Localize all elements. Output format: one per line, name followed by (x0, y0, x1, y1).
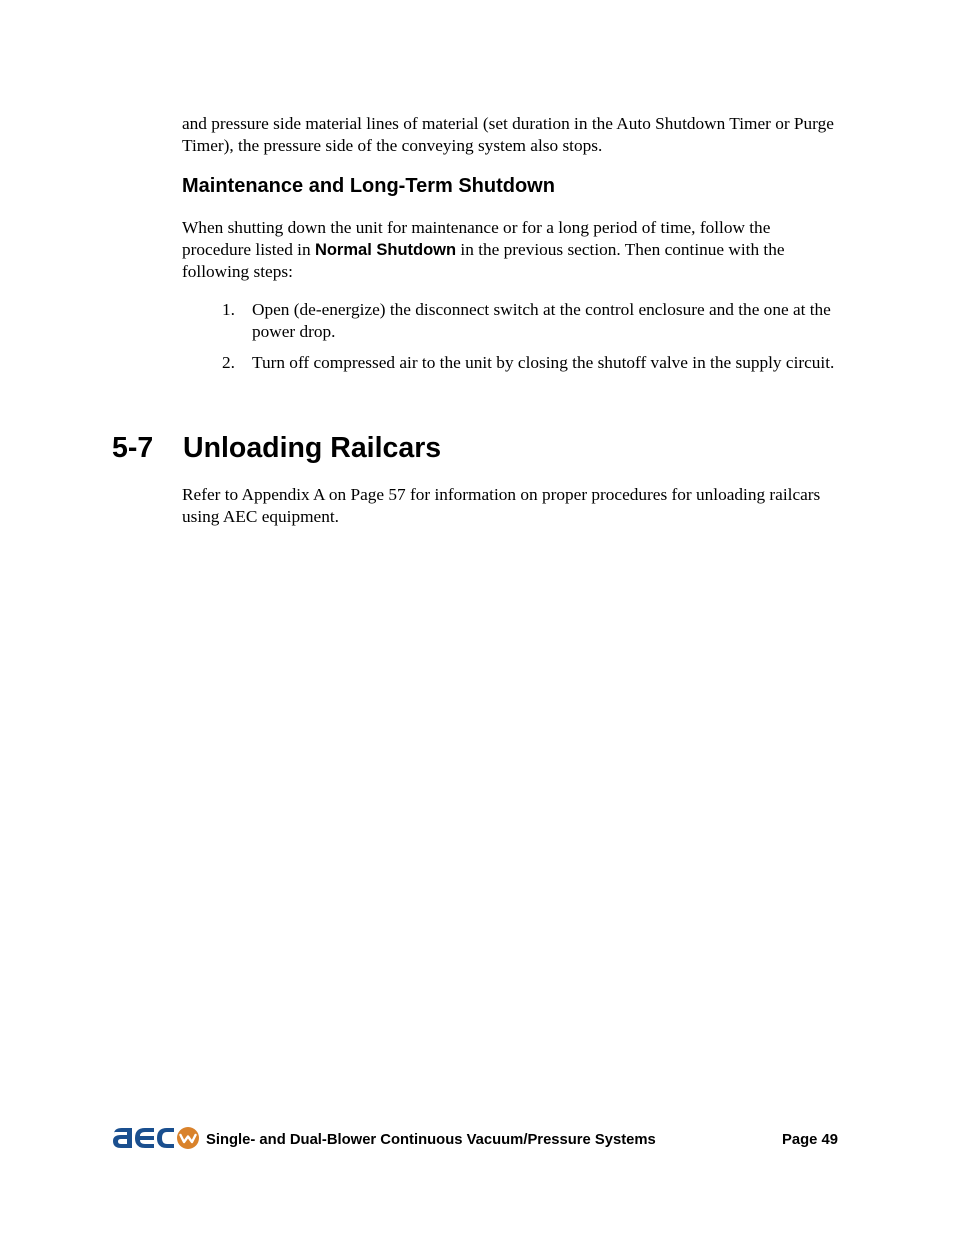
list-item (222, 299, 872, 342)
maintenance-heading: Maintenance and Long-Term Shutdown (182, 175, 555, 197)
footer-title: Single- and Dual-Blower Continuous Vacuum/Pressure Systems (206, 1132, 656, 1148)
list-item-text: Open (de-energize) the disconnect switch at the control enclosure and the one at the power drop. (252, 300, 831, 341)
maintenance-paragraph (182, 217, 842, 283)
maintenance-paragraph-start: When shutting down the unit for maintenance or for a long period of time, follow the procedure listed in (182, 218, 771, 259)
list-item-number: 2. (222, 353, 235, 372)
intro-paragraph: and pressure side material lines of material (set duration in the Auto Shutdown Timer or Purge Timer), the pressure side of the conveying system also stops. (182, 114, 834, 155)
railcars-paragraph: Refer to Appendix A on Page 57 for information on proper procedures for unloading railcars using AEC equipment. (182, 485, 821, 526)
list-item-number: 1. (222, 300, 235, 319)
page-number: Page 49 (782, 1132, 838, 1148)
list-item (222, 352, 872, 374)
aec-logo (112, 1122, 202, 1152)
section-heading (112, 430, 441, 466)
list-item-text: Turn off compressed air to the unit by closing the shutoff valve in the supply circuit. (252, 353, 835, 372)
normal-shutdown-reference: Normal Shutdown (314, 240, 457, 259)
maintenance-paragraph-end: in the previous section. Then continue with the following steps: (182, 239, 785, 281)
section-number: 5-7 (112, 432, 154, 464)
section-title: Unloading Railcars (183, 432, 442, 464)
